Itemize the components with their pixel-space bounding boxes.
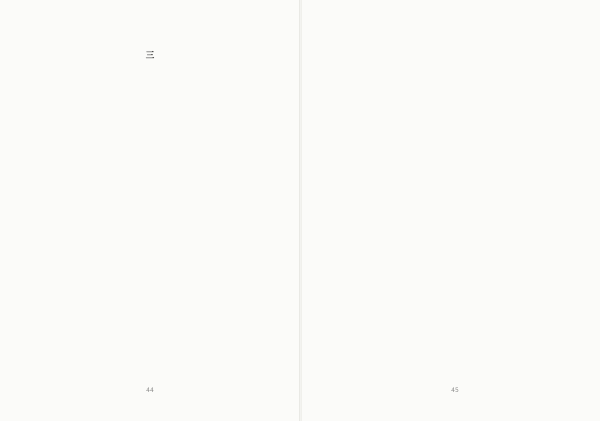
page-number-left: 44: [146, 387, 154, 394]
page-gutter: [299, 0, 302, 421]
left-page-body: [30, 28, 270, 64]
paragraph: [335, 28, 575, 42]
section-heading: 三: [145, 51, 155, 62]
left-page: [30, 28, 270, 69]
right-page: [335, 28, 575, 42]
right-page-body: [335, 28, 575, 42]
paragraph: [30, 28, 270, 42]
page-number-right: 45: [451, 387, 459, 394]
